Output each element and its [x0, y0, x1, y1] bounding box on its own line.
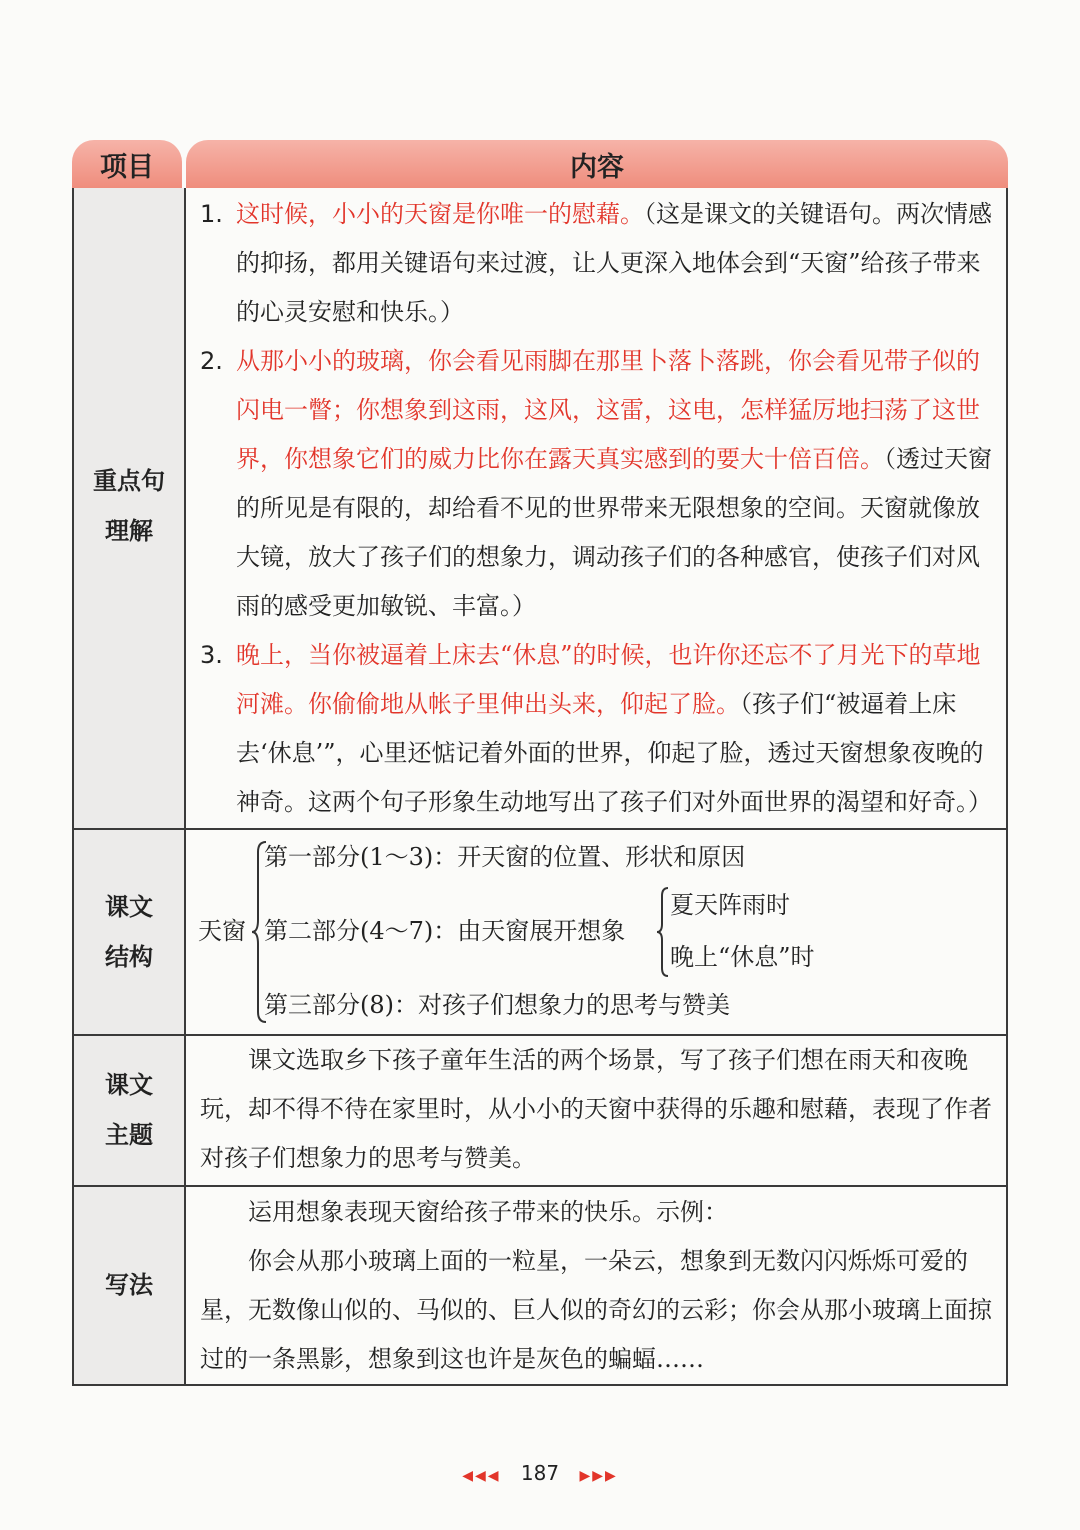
label-line: 课文 — [105, 893, 153, 921]
key-quote: 晚上，当你被逼着上床去“休息”的时候，也许你还忘不了月光下的草地河滩。你偷偷地从帐子里伸出头来，仰起了脸。 — [236, 641, 981, 718]
quote-note: （透过天窗的所见是有限的，却给看不见的世界带来无限想象的空间。天窗就像放大镜，放大了孩子们的想象力，调动孩子们的各种感官，使孩子们对风雨的感受更加敏锐、丰富。） — [236, 445, 992, 620]
key-quote: 从那小小的玻璃，你会看见雨脚在那里卜落卜落跳，你会看见带子似的闪电一瞥；你想象到这雨，这风，这雷，这电，怎样猛厉地扫荡了这世界，你想象它们的威力比你在露天真实感到的要大十倍百倍。 — [236, 347, 980, 473]
page-number: 187 — [520, 1461, 560, 1485]
row-label-structure — [74, 882, 184, 982]
row-label-writing: 写法 — [105, 1271, 153, 1299]
structure-part1: 第一部分(1～3)：开天窗的位置、形状和原因 — [264, 843, 746, 871]
row-divider — [74, 828, 1006, 830]
label-line: 重点句 — [93, 467, 165, 495]
item-number: 3. — [200, 641, 223, 669]
quote-note: （这是课文的关键语句。两次情感的抑扬，都用关键语句来过渡，让人更深入地体会到“天窗”给孩子带来的心灵安慰和快乐。） — [236, 200, 992, 326]
next-arrows-icon: ▶▶▶ — [579, 1468, 618, 1484]
structure-root: 天窗 — [198, 917, 246, 945]
label-line: 结构 — [105, 943, 153, 971]
label-line: 主题 — [105, 1121, 153, 1149]
header-content-label: 内容 — [570, 151, 624, 183]
header-content-tab — [186, 140, 1008, 188]
structure-part3: 第三部分(8)：对孩子们想象力的思考与赞美 — [264, 991, 730, 1019]
row-label-key-sentences — [74, 456, 184, 556]
structure-sub1: 夏天阵雨时 — [670, 891, 790, 919]
item-number: 1. — [200, 200, 223, 228]
structure-sub2: 晚上“休息”时 — [670, 943, 815, 971]
sentence-item — [200, 190, 1000, 337]
page-footer — [0, 1461, 1080, 1485]
quote-note: （孩子们“被逼着上床去‘休息’”，心里还惦记着外面的世界，仰起了脸，透过天窗想象夜晚的神奇。这两个句子形象生动地写出了孩子们对外面世界的渴望和好奇。） — [236, 690, 992, 816]
content-table — [72, 188, 1008, 1386]
sentence-item — [200, 631, 1000, 827]
structure-part2: 第二部分(4～7)：由天窗展开想象 — [264, 917, 626, 945]
right-brace — [656, 886, 670, 978]
row-label-theme — [74, 1060, 184, 1160]
key-quote: 这时候，小小的天窗是你唯一的慰藉。 — [236, 200, 644, 228]
prev-arrows-icon: ◀◀◀ — [462, 1468, 501, 1484]
label-column — [74, 188, 186, 1384]
item-number: 2. — [200, 347, 223, 375]
label-line: 理解 — [105, 517, 153, 545]
row-divider — [74, 1185, 1006, 1187]
sentence-item — [200, 337, 1000, 631]
header-item-tab — [72, 140, 182, 188]
writing-content — [200, 1188, 1000, 1384]
writing-intro: 运用想象表现天窗给孩子带来的快乐。示例： — [248, 1198, 728, 1226]
theme-content: 课文选取乡下孩子童年生活的两个场景，写了孩子们想在雨天和夜晚玩，却不得不待在家里时，从小小的天窗中获得的乐趣和慰藉，表现了作者对孩子们想象力的思考与赞美。 — [200, 1046, 992, 1172]
label-line: 课文 — [105, 1071, 153, 1099]
writing-example: 你会从那小玻璃上面的一粒星，一朵云，想象到无数闪闪烁烁可爱的星，无数像山似的、马似的、巨人似的奇幻的云彩；你会从那小玻璃上面掠过的一条黑影，想象到这也许是灰色的蝙蝠…… — [200, 1247, 992, 1373]
key-sentences-content — [200, 190, 1000, 827]
header-item-label: 项目 — [100, 151, 154, 183]
